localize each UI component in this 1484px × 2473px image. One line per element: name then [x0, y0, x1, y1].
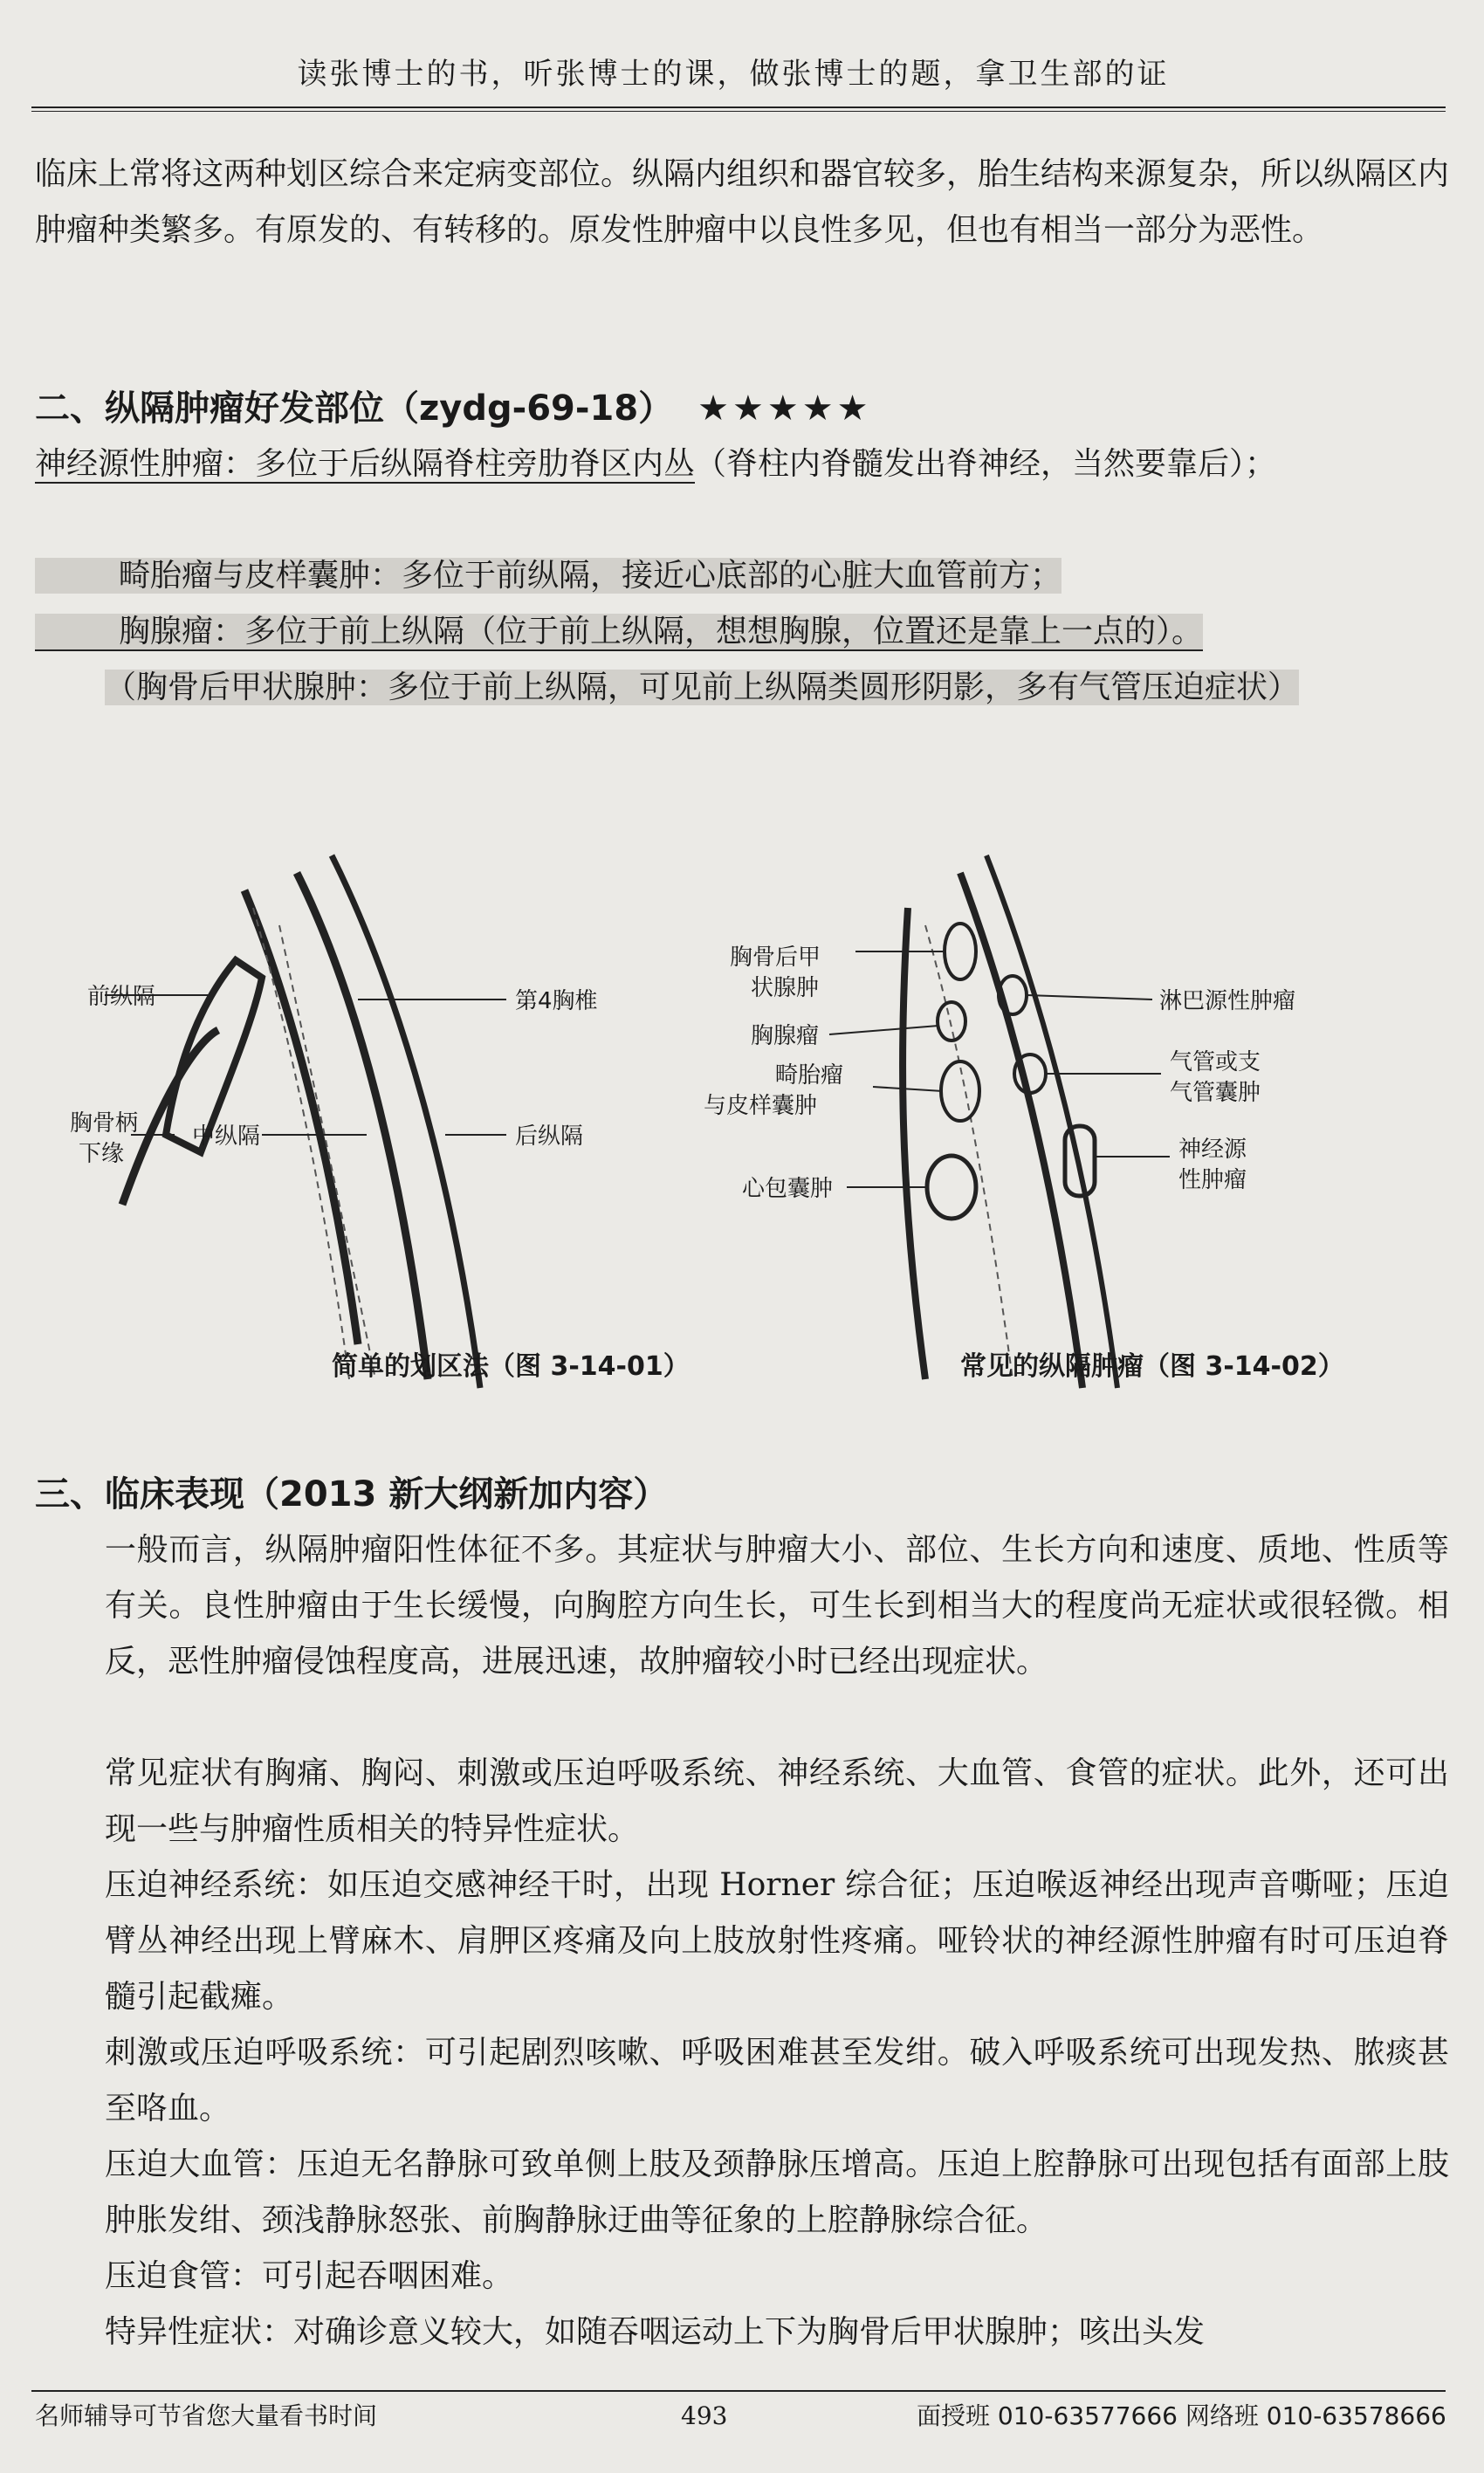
- leader-teratoma: [873, 1087, 943, 1091]
- label-t4-vertebra: 第4胸椎: [515, 988, 598, 1014]
- s3-p3-text: 压迫神经系统：如压迫交感神经干时，出现 Horner 综合征；压迫喉返神经出现声音嘶哑；压迫臂丛神经出现上臂麻木、肩胛区疼痛及向上肢放射性疼痛。哑铃状的神经源性肿瘤有时可压迫脊髓引起截瘫。: [105, 1867, 1449, 2015]
- s3-p1-text: 一般而言，纵隔肿瘤阳性体征不多。其症状与肿瘤大小、部位、生长方向和速度、质地、性质等有关。良性肿瘤由于生长缓慢，向胸腔方向生长，可生长到相当大的程度尚无症状或很轻微。相反，恶性肿瘤侵蚀程度高，进展迅速，故肿瘤较小时已经出现症状。: [105, 1532, 1449, 1680]
- leader-thymoma: [829, 1026, 938, 1034]
- section2-title: 二、纵隔肿瘤好发部位（zydg-69-18）: [35, 388, 674, 429]
- s3-paragraph-4: [35, 2025, 1449, 2137]
- footer-left: 名师辅导可节省您大量看书时间: [35, 2401, 378, 2430]
- s3-p7-text: 特异性症状：对确诊意义较大，如随吞咽运动上下为胸骨后甲状腺肿；咳出头发: [105, 2314, 1206, 2350]
- figure1-caption: 简单的划区法（图 3-14-01）: [332, 1351, 690, 1382]
- dashed-contour-1: [253, 908, 349, 1379]
- label-manubrium-2: 下缘: [79, 1141, 125, 1167]
- label-bronch-2: 气管囊肿: [1170, 1080, 1261, 1106]
- label-lymphoma: 淋巴源性肿瘤: [1159, 988, 1296, 1014]
- section2-heading: [35, 381, 1449, 436]
- leader-lymph: [1027, 995, 1152, 1000]
- label-neuro-2: 性肿瘤: [1178, 1167, 1247, 1193]
- s3-p4-text: 刺激或压迫呼吸系统：可引起剧烈咳嗽、呼吸困难甚至发绀。破入呼吸系统可出现发热、脓痰甚至咯血。: [105, 2035, 1449, 2126]
- item-neurogenic: [35, 436, 1449, 492]
- header-rule: [31, 106, 1446, 112]
- thymoma-shape: [938, 1002, 965, 1041]
- label-posterior-mediastinum: 后纵隔: [515, 1123, 584, 1150]
- s3-paragraph-5: [35, 2137, 1449, 2249]
- label-thyroid-2: 状腺肿: [751, 975, 820, 1001]
- label-thymoma: 胸腺瘤: [751, 1023, 820, 1049]
- footer-rule: [31, 2390, 1446, 2392]
- intro-paragraph: 临床上常将这两种划区综合来定病变部位。纵隔内组织和器官较多，胎生结构来源复杂，所以纵隔区内肿瘤种类繁多。有原发的、有转移的。原发性肿瘤中以良性多见，但也有相当一部分为恶性。: [35, 156, 1450, 248]
- pericardial-cyst-shape: [927, 1156, 976, 1219]
- sternum-curve: [244, 890, 358, 1344]
- item-teratoma: [35, 548, 1449, 604]
- label-teratoma-2: 与皮样囊肿: [704, 1093, 818, 1119]
- figure2-caption: 常见的纵隔肿瘤（图 3-14-02）: [960, 1351, 1344, 1382]
- fig2-spine-line-2: [986, 855, 1117, 1388]
- label-middle-mediastinum: 中纵隔: [192, 1123, 261, 1150]
- thyroid-tumor-shape: [945, 924, 976, 979]
- item-thymoma: [35, 604, 1449, 660]
- s3-paragraph-1: [35, 1522, 1449, 1690]
- s3-p2-text: 常见症状有胸痛、胸闷、刺激或压迫呼吸系统、神经系统、大血管、食管的症状。此外，还可出现一些与肿瘤性质相关的特异性症状。: [105, 1755, 1449, 1847]
- label-manubrium-1: 胸骨柄: [70, 1110, 139, 1137]
- item-thyroid: [35, 660, 1449, 716]
- item-teratoma-text: 畸胎瘤与皮样囊肿：多位于前纵隔，接近心底部的心脏大血管前方；: [35, 558, 1061, 594]
- label-thyroid-1: 胸骨后甲: [730, 945, 821, 971]
- running-header: 读张博士的书，听张博士的课，做张博士的题，拿卫生部的证: [297, 57, 1170, 92]
- s3-paragraph-7: [35, 2305, 1449, 2360]
- label-teratoma-1: 畸胎瘤: [775, 1062, 844, 1089]
- s3-p6-text: 压迫食管：可引起吞咽困难。: [105, 2258, 514, 2294]
- figure-common-tumors: [698, 821, 1449, 1397]
- figure1-diagram: [70, 821, 698, 1397]
- item-thyroid-text: （胸骨后甲状腺肿：多位于前上纵隔，可见前上纵隔类圆形阴影，多有气管压迫症状）: [105, 670, 1300, 705]
- page-number: 493: [681, 2401, 728, 2430]
- rating-stars: ★★★★★: [697, 388, 872, 429]
- label-anterior-mediastinum: 前纵隔: [87, 984, 156, 1010]
- fig2-sternum-line: [903, 908, 925, 1379]
- footer-right: 面授班 010-63577666 网络班 010-63578666: [917, 2401, 1446, 2430]
- figure2-diagram: [698, 821, 1449, 1397]
- label-pericardial-cyst: 心包囊肿: [742, 1176, 834, 1202]
- figure-division-method: [70, 821, 698, 1397]
- s3-paragraph-3: [35, 1858, 1449, 2025]
- s3-paragraph-2: [35, 1746, 1449, 1858]
- item-thymoma-text: 胸腺瘤：多位于前上纵隔（位于前上纵隔，想想胸腺，位置还是靠上一点的）。: [35, 614, 1203, 651]
- section3-heading: 三、临床表现（2013 新大纲新加内容）: [35, 1474, 669, 1515]
- item-neurogenic-rest: （脊柱内脊髓发出脊神经，当然要靠后）；: [695, 446, 1277, 482]
- s3-paragraph-6: [35, 2249, 1449, 2305]
- bronchogenic-cyst-shape: [1014, 1054, 1046, 1093]
- item-neurogenic-lead: 神经源性肿瘤：多位于后纵隔脊柱旁肋脊区内丛: [35, 446, 696, 482]
- label-neuro-1: 神经源: [1178, 1137, 1247, 1163]
- label-bronch-1: 气管或支: [1170, 1049, 1261, 1075]
- s3-p5-text: 压迫大血管：压迫无名静脉可致单侧上肢及颈静脉压增高。压迫上腔静脉可出现包括有面部上肢肿胀发绀、颈浅静脉怒张、前胸静脉迂曲等征象的上腔静脉综合征。: [105, 2147, 1449, 2238]
